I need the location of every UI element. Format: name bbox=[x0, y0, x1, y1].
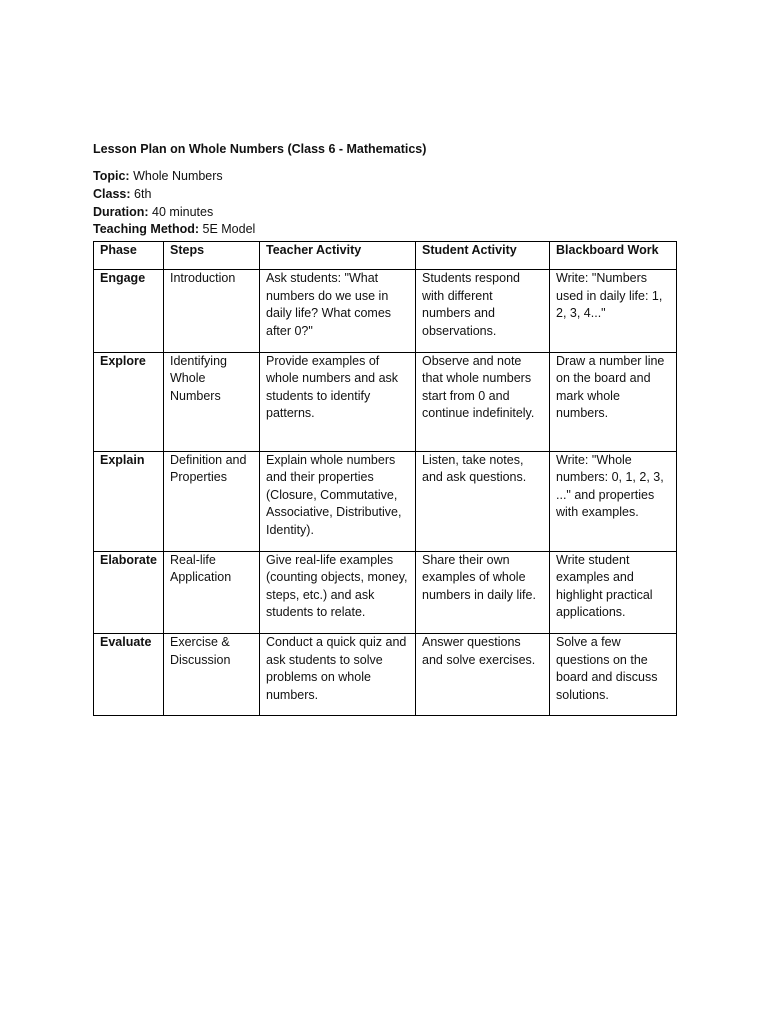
cell-teacher-activity: Provide examples of whole numbers and ask students to identify patterns. bbox=[260, 352, 416, 451]
meta-topic-label: Topic: bbox=[93, 169, 130, 183]
document-title: Lesson Plan on Whole Numbers (Class 6 - Mathematics) bbox=[93, 142, 427, 156]
header-student-activity: Student Activity bbox=[416, 242, 550, 270]
cell-phase: Explore bbox=[94, 352, 164, 451]
cell-blackboard-work: Solve a few questions on the board and discuss solutions. bbox=[550, 633, 677, 715]
cell-blackboard-work: Draw a number line on the board and mark whole numbers. bbox=[550, 352, 677, 451]
table-row bbox=[94, 352, 677, 451]
meta-method-value: 5E Model bbox=[202, 222, 256, 237]
cell-steps: Introduction bbox=[164, 270, 260, 352]
meta-class bbox=[93, 186, 676, 204]
cell-phase: Elaborate bbox=[94, 551, 164, 633]
cell-teacher-activity: Conduct a quick quiz and ask students to solve problems on whole numbers. bbox=[260, 633, 416, 715]
cell-steps: Real-life Application bbox=[164, 551, 260, 633]
cell-steps: Exercise & Discussion bbox=[164, 633, 260, 715]
cell-phase: Evaluate bbox=[94, 633, 164, 715]
lesson-meta bbox=[93, 168, 676, 239]
cell-student-activity: Share their own examples of whole numbers in daily life. bbox=[416, 551, 550, 633]
cell-blackboard-work: Write student examples and highlight practical applications. bbox=[550, 551, 677, 633]
cell-steps: Identifying Whole Numbers bbox=[164, 352, 260, 451]
cell-teacher-activity: Ask students: "What numbers do we use in daily life? What comes after 0?" bbox=[260, 270, 416, 352]
cell-blackboard-work: Write: "Numbers used in daily life: 1, 2, 3, 4..." bbox=[550, 270, 677, 352]
table-row bbox=[94, 270, 677, 352]
meta-topic bbox=[93, 168, 676, 186]
document-page bbox=[93, 140, 676, 716]
header-phase: Phase bbox=[94, 242, 164, 270]
table-header-row bbox=[94, 242, 677, 270]
meta-duration bbox=[93, 204, 676, 222]
header-teacher-activity: Teacher Activity bbox=[260, 242, 416, 270]
header-blackboard-work: Blackboard Work bbox=[550, 242, 677, 270]
meta-topic-value: Whole Numbers bbox=[133, 169, 223, 183]
cell-student-activity: Listen, take notes, and ask questions. bbox=[416, 451, 550, 551]
cell-student-activity: Answer questions and solve exercises. bbox=[416, 633, 550, 715]
cell-phase: Engage bbox=[94, 270, 164, 352]
cell-student-activity: Observe and note that whole numbers start from 0 and continue indefinitely. bbox=[416, 352, 550, 451]
cell-teacher-activity: Give real-life examples (counting objects, money, steps, etc.) and ask students to relate. bbox=[260, 551, 416, 633]
lesson-plan-table bbox=[93, 241, 677, 716]
meta-duration-value: 40 minutes bbox=[152, 204, 214, 219]
table-row bbox=[94, 451, 677, 551]
meta-method bbox=[93, 221, 676, 239]
meta-class-value: 6th bbox=[134, 186, 152, 201]
cell-student-activity: Students respond with different numbers and observations. bbox=[416, 270, 550, 352]
header-steps: Steps bbox=[164, 242, 260, 270]
cell-blackboard-work: Write: "Whole numbers: 0, 1, 2, 3, ..." and properties with examples. bbox=[550, 451, 677, 551]
meta-class-label: Class: bbox=[93, 186, 131, 201]
meta-method-label: Teaching Method: bbox=[93, 222, 200, 237]
table-row bbox=[94, 551, 677, 633]
cell-phase: Explain bbox=[94, 451, 164, 551]
cell-teacher-activity: Explain whole numbers and their properties (Closure, Commutative, Associative, Distributive, Identity). bbox=[260, 451, 416, 551]
meta-duration-label: Duration: bbox=[93, 204, 149, 219]
table-row bbox=[94, 633, 677, 715]
cell-steps: Definition and Properties bbox=[164, 451, 260, 551]
